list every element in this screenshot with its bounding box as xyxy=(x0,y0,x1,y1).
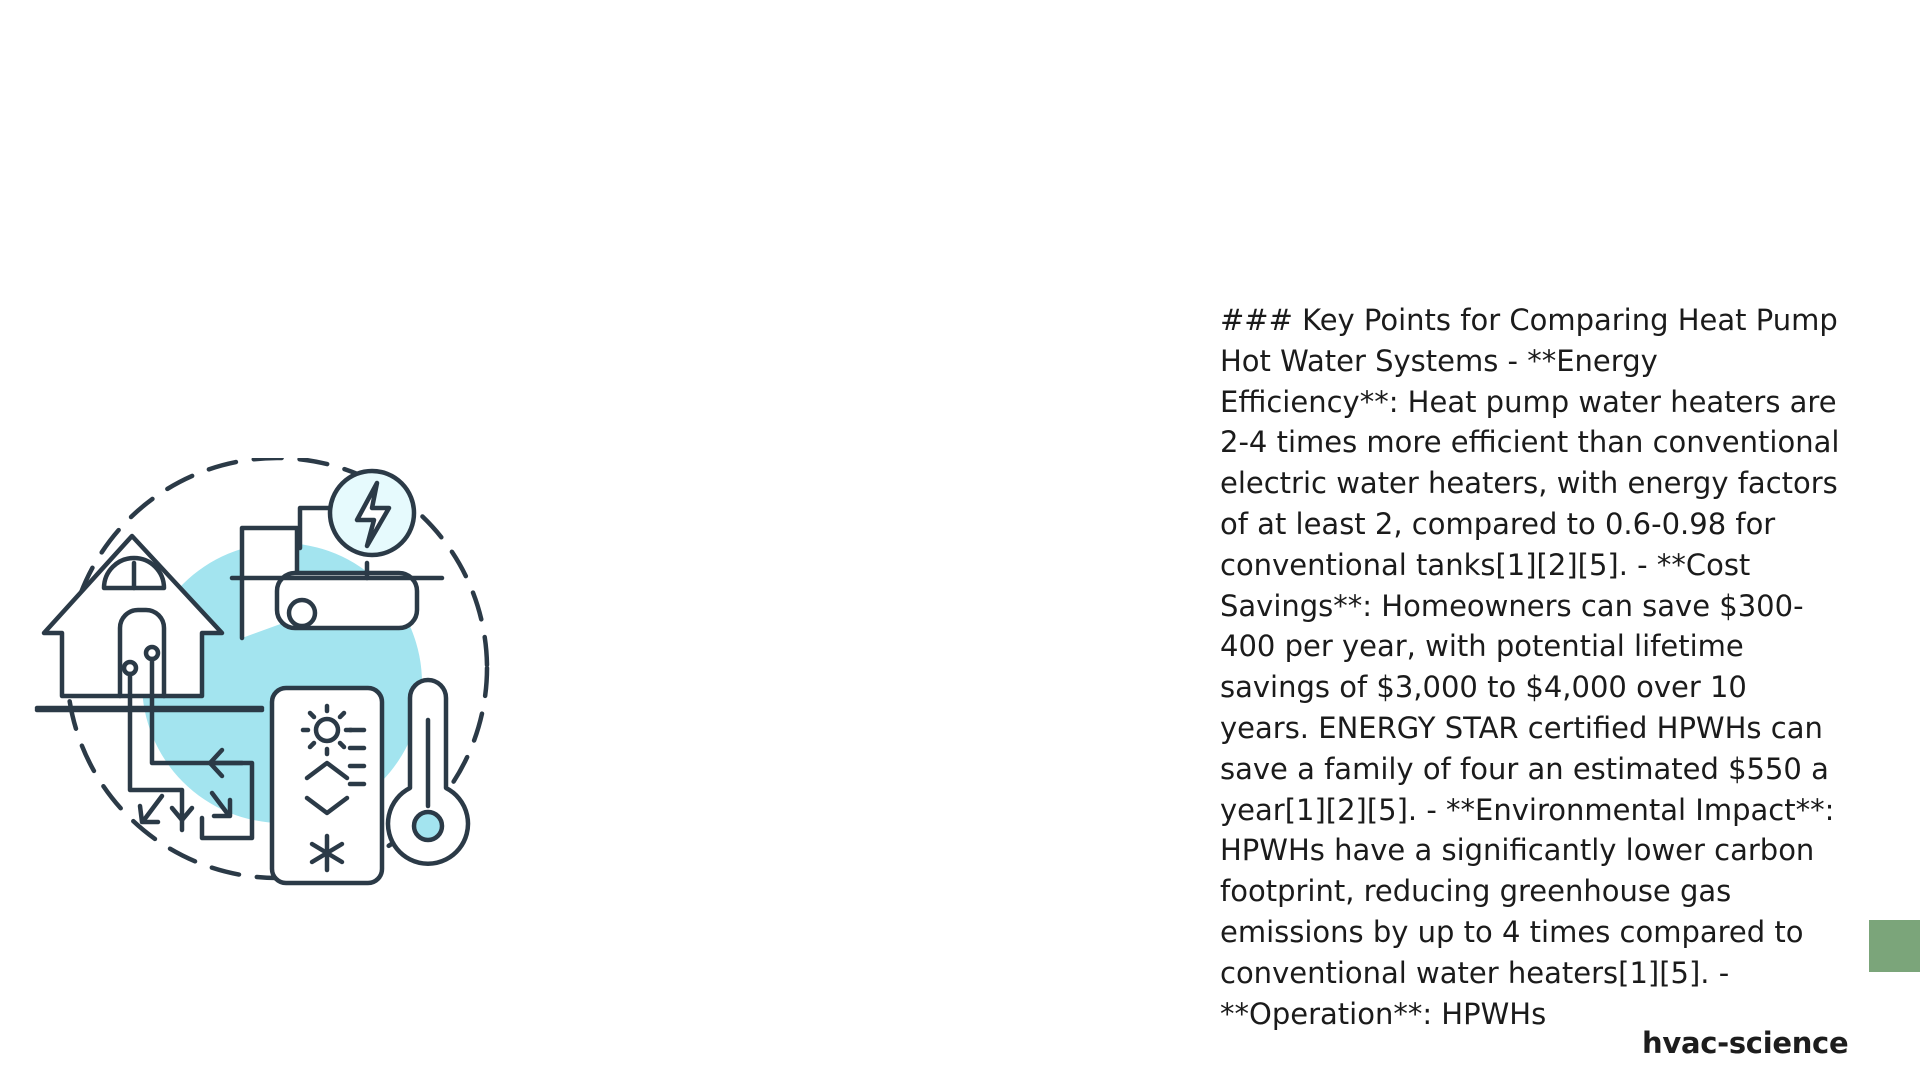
lightning-icon xyxy=(330,471,414,555)
brand-name: hvac-science xyxy=(1642,1026,1849,1060)
article-body-text: ### Key Points for Comparing Heat Pump Hot Water Systems - **Energy Efficiency**: Heat pump water heaters are 2-4 times more efficient than conventional electric water heaters, with energy factors of at least 2, compared to 0.6-0.98 for conventional tanks[1][2][5]. - **Cost Savings**: Homeowners can save $300-400 per year, with potential lifetime savings of $3,000 to $4,000 over 10 years. ENERGY STAR certified HPWHs can save a family of four an estimated $550 a year[1][2][5]. - **Environmental Impact**: HPWHs have a significantly lower carbon footprint, reducing greenhouse gas emissions by up to 4 times compared to conventional water heaters[1][5]. - **Operation**: HPWHs xyxy=(1220,303,1840,1031)
sun-icon xyxy=(303,706,351,754)
heat-pump-illustration xyxy=(32,458,502,898)
corner-tab xyxy=(1869,920,1920,972)
heat-pump-illustration-svg xyxy=(32,458,502,898)
